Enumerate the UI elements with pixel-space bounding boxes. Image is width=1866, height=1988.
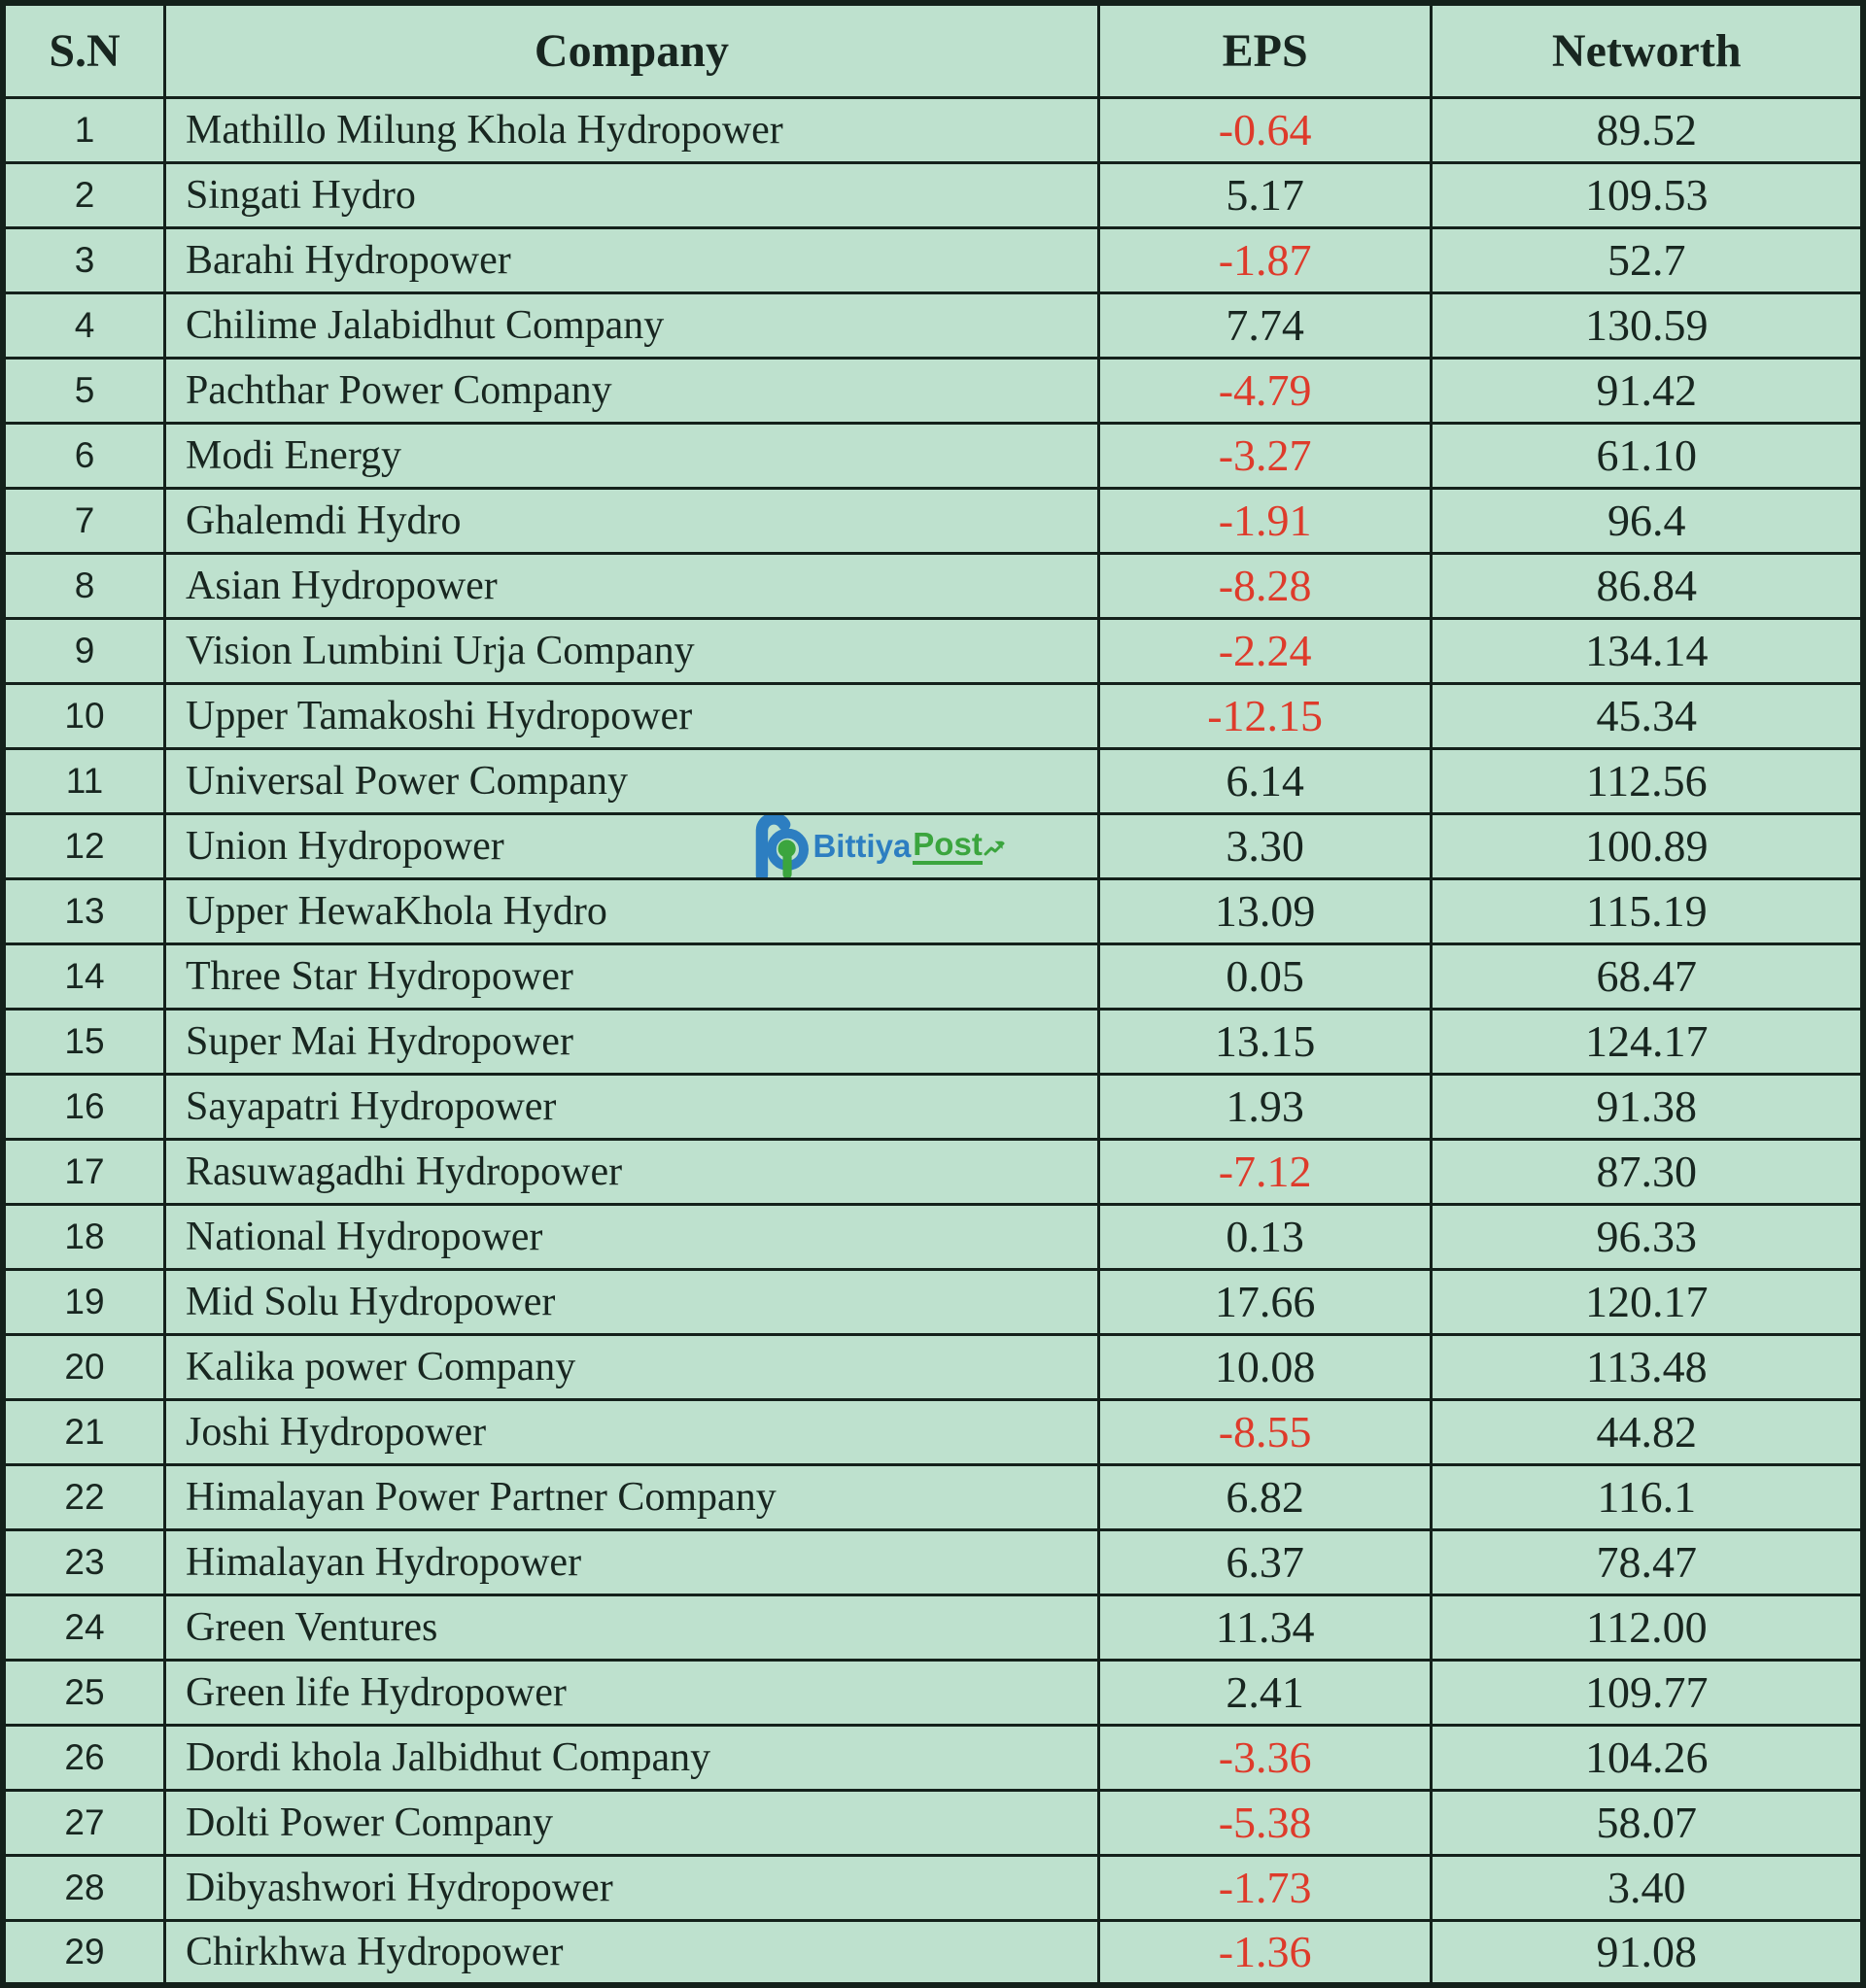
networth-cell: 130.59 xyxy=(1432,292,1863,358)
sn-cell: 1 xyxy=(3,97,165,162)
sn-cell: 25 xyxy=(3,1660,165,1725)
networth-cell: 91.38 xyxy=(1432,1074,1863,1139)
networth-cell: 96.33 xyxy=(1432,1204,1863,1269)
bittiyapost-logo-icon xyxy=(752,813,809,878)
table-row xyxy=(3,1334,1863,1399)
header-company: Company xyxy=(165,3,1099,97)
company-cell: Barahi Hydropower xyxy=(165,227,1099,292)
networth-cell: 109.53 xyxy=(1432,162,1863,227)
sn-cell: 21 xyxy=(3,1399,165,1464)
eps-cell: 0.13 xyxy=(1098,1204,1432,1269)
company-cell: Himalayan Hydropower xyxy=(165,1529,1099,1594)
eps-cell: 2.41 xyxy=(1098,1660,1432,1725)
table-row xyxy=(3,227,1863,292)
company-cell: Modi Energy xyxy=(165,423,1099,488)
company-cell: Dolti Power Company xyxy=(165,1790,1099,1855)
company-cell: Green life Hydropower xyxy=(165,1660,1099,1725)
sn-cell: 15 xyxy=(3,1009,165,1074)
table-row xyxy=(3,1204,1863,1269)
sn-cell: 26 xyxy=(3,1725,165,1790)
eps-cell: 11.34 xyxy=(1098,1594,1432,1660)
sn-cell: 23 xyxy=(3,1529,165,1594)
table-row xyxy=(3,1269,1863,1334)
eps-cell: -1.73 xyxy=(1098,1855,1432,1920)
eps-cell: 6.37 xyxy=(1098,1529,1432,1594)
sn-cell: 8 xyxy=(3,553,165,618)
table-row xyxy=(3,1660,1863,1725)
company-cell: Ghalemdi Hydro xyxy=(165,488,1099,553)
networth-cell: 120.17 xyxy=(1432,1269,1863,1334)
networth-cell: 89.52 xyxy=(1432,97,1863,162)
sn-cell: 29 xyxy=(3,1920,165,1985)
eps-cell: -12.15 xyxy=(1098,683,1432,748)
eps-cell: -5.38 xyxy=(1098,1790,1432,1855)
table-row xyxy=(3,162,1863,227)
company-cell: National Hydropower xyxy=(165,1204,1099,1269)
networth-cell: 124.17 xyxy=(1432,1009,1863,1074)
company-cell: Vision Lumbini Urja Company xyxy=(165,618,1099,683)
sn-cell: 6 xyxy=(3,423,165,488)
trend-up-arrow-icon xyxy=(984,840,1009,859)
eps-cell: -1.87 xyxy=(1098,227,1432,292)
sn-cell: 28 xyxy=(3,1855,165,1920)
company-cell: Rasuwagadhi Hydropower xyxy=(165,1139,1099,1204)
eps-cell: -8.55 xyxy=(1098,1399,1432,1464)
networth-cell: 87.30 xyxy=(1432,1139,1863,1204)
table-row xyxy=(3,488,1863,553)
networth-cell: 86.84 xyxy=(1432,553,1863,618)
sn-cell: 4 xyxy=(3,292,165,358)
table-row xyxy=(3,618,1863,683)
eps-cell: -1.91 xyxy=(1098,488,1432,553)
eps-cell: 3.30 xyxy=(1098,813,1432,878)
sn-cell: 2 xyxy=(3,162,165,227)
company-cell: Pachthar Power Company xyxy=(165,358,1099,423)
eps-cell: -4.79 xyxy=(1098,358,1432,423)
table-row xyxy=(3,748,1863,813)
networth-cell: 45.34 xyxy=(1432,683,1863,748)
header-eps: EPS xyxy=(1098,3,1432,97)
sn-cell: 14 xyxy=(3,943,165,1009)
networth-cell: 112.00 xyxy=(1432,1594,1863,1660)
eps-cell: 13.09 xyxy=(1098,878,1432,943)
sn-cell: 5 xyxy=(3,358,165,423)
company-cell: Dordi khola Jalbidhut Company xyxy=(165,1725,1099,1790)
eps-cell: -3.27 xyxy=(1098,423,1432,488)
sn-cell: 27 xyxy=(3,1790,165,1855)
networth-cell: 134.14 xyxy=(1432,618,1863,683)
header-row xyxy=(3,3,1863,97)
sn-cell: 7 xyxy=(3,488,165,553)
eps-cell: -8.28 xyxy=(1098,553,1432,618)
table-row xyxy=(3,1790,1863,1855)
company-cell: Singati Hydro xyxy=(165,162,1099,227)
eps-cell: 6.14 xyxy=(1098,748,1432,813)
table-row xyxy=(3,1855,1863,1920)
networth-cell: 112.56 xyxy=(1432,748,1863,813)
company-cell: Chirkhwa Hydropower xyxy=(165,1920,1099,1985)
networth-cell: 96.4 xyxy=(1432,488,1863,553)
company-cell: Kalika power Company xyxy=(165,1334,1099,1399)
sn-cell: 12 xyxy=(3,813,165,878)
company-cell: Joshi Hydropower xyxy=(165,1399,1099,1464)
eps-cell: -2.24 xyxy=(1098,618,1432,683)
networth-cell: 109.77 xyxy=(1432,1660,1863,1725)
header-networth: Networth xyxy=(1432,3,1863,97)
company-cell: Himalayan Power Partner Company xyxy=(165,1464,1099,1529)
table-row xyxy=(3,423,1863,488)
company-cell: Upper Tamakoshi Hydropower xyxy=(165,683,1099,748)
eps-cell: -7.12 xyxy=(1098,1139,1432,1204)
company-cell: Green Ventures xyxy=(165,1594,1099,1660)
company-cell: Universal Power Company xyxy=(165,748,1099,813)
table-row xyxy=(3,1009,1863,1074)
bittiyapost-watermark xyxy=(752,813,1008,878)
table-row xyxy=(3,1139,1863,1204)
table-row xyxy=(3,1529,1863,1594)
networth-cell: 52.7 xyxy=(1432,227,1863,292)
table-row xyxy=(3,1464,1863,1529)
eps-cell: -0.64 xyxy=(1098,97,1432,162)
table-row xyxy=(3,97,1863,162)
table-row xyxy=(3,683,1863,748)
networth-cell: 78.47 xyxy=(1432,1529,1863,1594)
table-row xyxy=(3,1074,1863,1139)
eps-cell: 7.74 xyxy=(1098,292,1432,358)
networth-cell: 100.89 xyxy=(1432,813,1863,878)
eps-cell: 10.08 xyxy=(1098,1334,1432,1399)
sn-cell: 16 xyxy=(3,1074,165,1139)
sn-cell: 24 xyxy=(3,1594,165,1660)
networth-cell: 58.07 xyxy=(1432,1790,1863,1855)
company-cell: Mid Solu Hydropower xyxy=(165,1269,1099,1334)
table-row xyxy=(3,943,1863,1009)
company-cell: Upper HewaKhola Hydro xyxy=(165,878,1099,943)
sn-cell: 19 xyxy=(3,1269,165,1334)
watermark-text-bittiya: Bittiya xyxy=(812,828,912,864)
table-row xyxy=(3,1920,1863,1985)
eps-cell: 6.82 xyxy=(1098,1464,1432,1529)
sn-cell: 3 xyxy=(3,227,165,292)
eps-cell: 17.66 xyxy=(1098,1269,1432,1334)
sn-cell: 9 xyxy=(3,618,165,683)
networth-cell: 104.26 xyxy=(1432,1725,1863,1790)
company-cell: Union Hydropower Bittiya Post xyxy=(165,813,1099,878)
eps-cell: 0.05 xyxy=(1098,943,1432,1009)
eps-cell: -1.36 xyxy=(1098,1920,1432,1985)
sn-cell: 11 xyxy=(3,748,165,813)
table-row xyxy=(3,1594,1863,1660)
company-cell: Mathillo Milung Khola Hydropower xyxy=(165,97,1099,162)
table-row xyxy=(3,358,1863,423)
table-header xyxy=(3,3,1863,97)
networth-cell: 68.47 xyxy=(1432,943,1863,1009)
table-row xyxy=(3,1725,1863,1790)
eps-cell: 13.15 xyxy=(1098,1009,1432,1074)
networth-cell: 44.82 xyxy=(1432,1399,1863,1464)
header-sn: S.N xyxy=(3,3,165,97)
networth-cell: 3.40 xyxy=(1432,1855,1863,1920)
sn-cell: 22 xyxy=(3,1464,165,1529)
eps-cell: 1.93 xyxy=(1098,1074,1432,1139)
table-row xyxy=(3,813,1863,878)
company-cell: Dibyashwori Hydropower xyxy=(165,1855,1099,1920)
company-cell: Super Mai Hydropower xyxy=(165,1009,1099,1074)
eps-cell: 5.17 xyxy=(1098,162,1432,227)
company-cell: Sayapatri Hydropower xyxy=(165,1074,1099,1139)
watermark-text-post: Post xyxy=(913,828,983,865)
sn-cell: 17 xyxy=(3,1139,165,1204)
networth-cell: 91.08 xyxy=(1432,1920,1863,1985)
company-cell: Three Star Hydropower xyxy=(165,943,1099,1009)
sn-cell: 10 xyxy=(3,683,165,748)
sn-cell: 18 xyxy=(3,1204,165,1269)
company-cell: Chilime Jalabidhut Company xyxy=(165,292,1099,358)
sn-cell: 13 xyxy=(3,878,165,943)
networth-cell: 113.48 xyxy=(1432,1334,1863,1399)
table-row xyxy=(3,1399,1863,1464)
eps-cell: -3.36 xyxy=(1098,1725,1432,1790)
table-row xyxy=(3,292,1863,358)
company-cell: Asian Hydropower xyxy=(165,553,1099,618)
networth-cell: 115.19 xyxy=(1432,878,1863,943)
networth-cell: 91.42 xyxy=(1432,358,1863,423)
networth-cell: 61.10 xyxy=(1432,423,1863,488)
networth-cell: 116.1 xyxy=(1432,1464,1863,1529)
table-row xyxy=(3,878,1863,943)
table-row xyxy=(3,553,1863,618)
table-body xyxy=(3,97,1863,1985)
sn-cell: 20 xyxy=(3,1334,165,1399)
